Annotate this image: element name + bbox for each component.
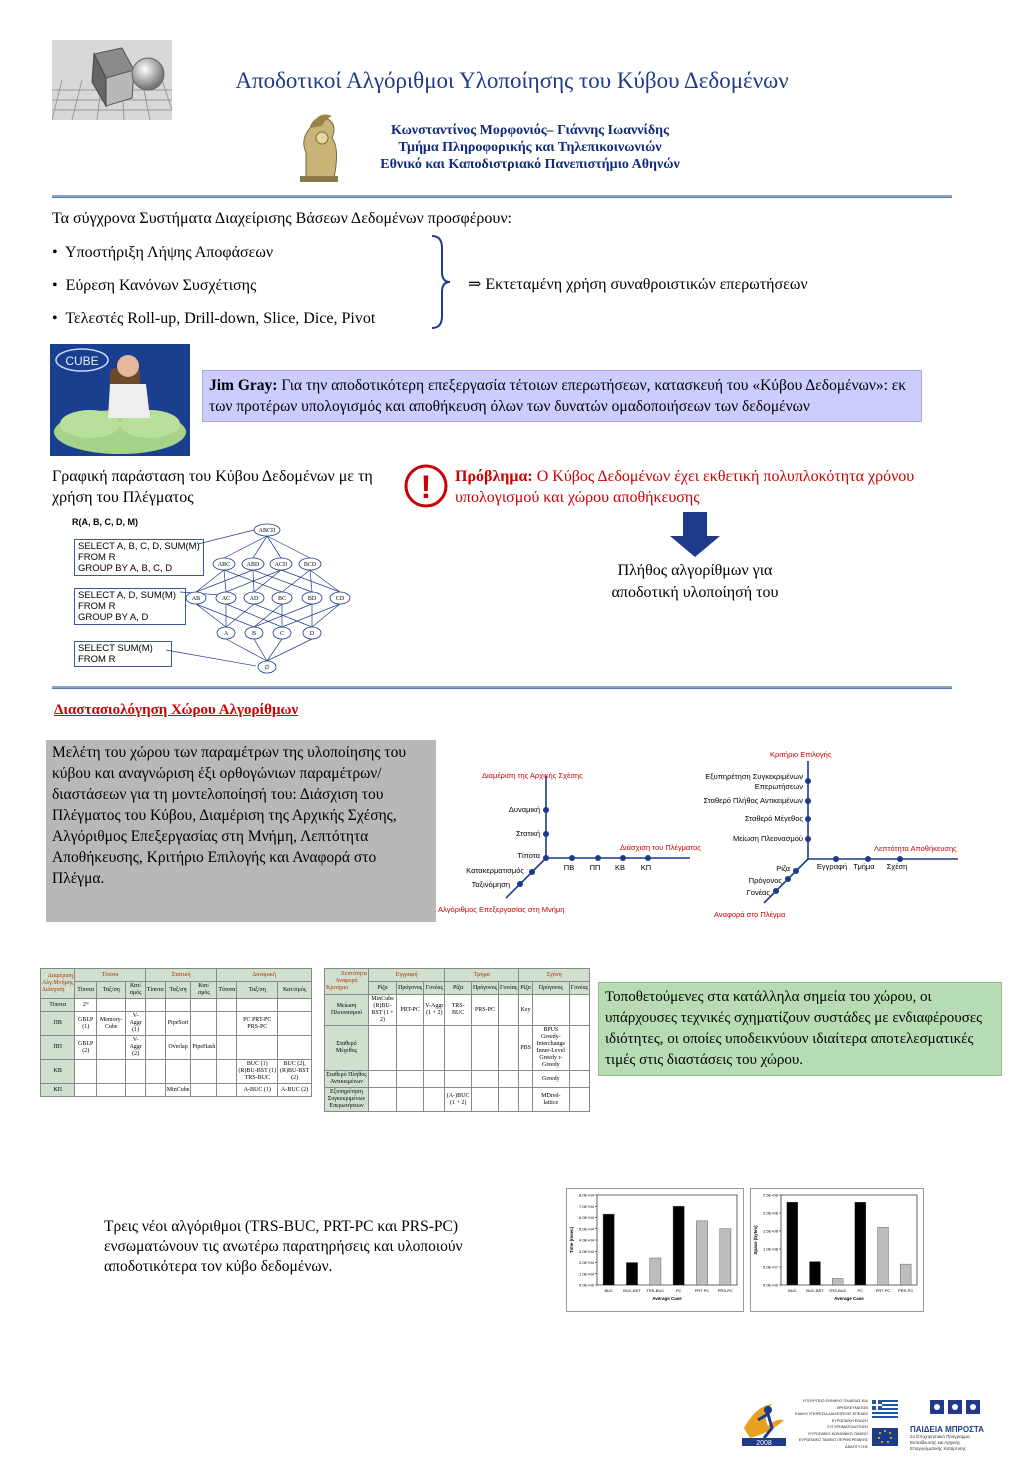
axis-tick: Πρόγονος <box>748 876 782 885</box>
table-cell <box>424 1026 445 1071</box>
bullet-item: • Υποστήριξη Λήψης Αποφάσεων <box>52 244 274 261</box>
table-group-header: Σχέση <box>519 969 590 982</box>
section-title: Διαστασιολόγηση Χώρου Αλγορίθμων <box>54 702 299 718</box>
sql-query-1: SELECT A, B, C, D, SUM(M) FROM R GROUP BY A, B, C, D <box>74 539 204 576</box>
axis-tick: ΚΠ <box>640 863 652 872</box>
chart-space <box>750 1188 924 1312</box>
x-axis-label: Average Case <box>652 1296 682 1301</box>
table-row <box>325 995 590 1026</box>
table-cell <box>145 1036 165 1060</box>
table-row-header: Εξυπηρέτηση Συγκεκριμένων Επερωτήσεων <box>325 1088 369 1112</box>
bar-buc-bst <box>626 1263 637 1286</box>
lattice-node: ABC <box>217 562 231 568</box>
axis-tick: Κατακερματισμός <box>466 866 524 875</box>
table-cell <box>499 1088 519 1112</box>
table-cell <box>126 1060 145 1084</box>
corner-label: Αλγ.Μνήμης <box>42 980 74 986</box>
table-cell: BPUS Greedy-Interchange Inner-Level Greedy r-Greedy <box>532 1026 569 1071</box>
table-cell <box>126 1084 145 1097</box>
lattice-node: D <box>309 631 315 637</box>
x-tick-label: PRT-PC <box>875 1288 891 1293</box>
lattice-caption: Γραφική παράσταση του Κύβου Δεδομένων με τη χρήση του Πλέγματος <box>52 468 373 506</box>
table-row <box>41 1060 312 1084</box>
x-tick-label: BUC <box>788 1288 797 1293</box>
table-cell <box>75 1060 97 1084</box>
lattice-node: B <box>251 631 257 637</box>
table-sub-header: Κατ/σμός <box>278 982 312 999</box>
table-cell <box>569 1026 589 1071</box>
table-cell <box>217 999 237 1012</box>
table-row-header: ΠΒ <box>41 1012 75 1036</box>
table-cell <box>445 1026 472 1071</box>
y-tick-label: 2.5E+08 <box>762 1192 778 1198</box>
axis-tick: Στατική <box>515 829 540 838</box>
axis-tick: ΠΒ <box>563 863 575 872</box>
table-cell <box>499 995 519 1026</box>
table-cell: V-Aggr (1) <box>126 1012 145 1036</box>
table-cell <box>471 1026 498 1071</box>
axis-tick: Εγγραφή <box>816 862 848 871</box>
sql-query-3: SELECT SUM(M) FROM R <box>74 641 172 667</box>
table-cell <box>532 995 569 1026</box>
table-cell <box>569 995 589 1026</box>
table-cell: Key <box>519 995 533 1026</box>
lattice-node: ∅ <box>264 665 270 671</box>
table-cell: PipeSort <box>165 1012 191 1036</box>
table-cell <box>145 1012 165 1036</box>
warning-icon <box>404 464 448 508</box>
dimension-axes-right <box>690 745 990 923</box>
ministry-text: ΥΠΟΥΡΓΕΙΟ ΕΘΝΙΚΗΣ ΠΑΙΔΕΙΑΣ ΚΑΙ ΘΡΗΣΚΕΥΜΑΤΩΝ ΕΙΔΙΚΗ ΥΠΗΡΕΣΙΑ ΔΙΑΧΕΙΡΙΣΗΣ ΕΠΕΑΕΚ ΕΥΡΩΠΑΪΚΗ ΕΝΩΣΗ ΣΥΓΧΡΗΜΑΤΟΔΟΤΗΣΗ ΕΥΡΩΠΑΪΚΟ ΚΟΙΝΩΝΙΚΟ ΤΑΜΕΙΟ ΕΥΡΩΠΑΪΚΟ ΤΑΜΕΙΟ ΠΕΡΙΦΕΡΕΙΑΚΗΣ ΑΝΑΠΤΥΞΗΣ <box>795 1399 868 1449</box>
table-cell <box>145 1060 165 1084</box>
divider-mid <box>52 686 952 689</box>
jim-gray-picture <box>50 344 190 456</box>
table-cell <box>97 1036 126 1060</box>
y-tick-label: 2.0E+04 <box>578 1260 594 1265</box>
corner-label: Αναφορά <box>335 978 358 984</box>
page-title: Αποδοτικοί Αλγόριθμοι Υλοποίησης του Κύβου Δεδομένων <box>235 68 789 93</box>
corner-label: Λεπτότητα <box>340 971 367 977</box>
table-cell <box>569 1088 589 1112</box>
y-axis-label: Time (msec) <box>569 1226 574 1254</box>
table-row <box>325 1026 590 1071</box>
y-tick-label: 6.0E+04 <box>578 1215 594 1220</box>
table-cell <box>237 1036 278 1060</box>
y-tick-label: 2.0E+08 <box>762 1210 778 1216</box>
bar-prt-pc <box>696 1221 707 1285</box>
table-cell <box>397 1026 424 1071</box>
axis-tick: Τμήμα <box>853 862 875 871</box>
axis-title: Διαμέριση της Αρχικής Σχέσης <box>482 771 583 780</box>
table-cell: MinCube (R)BU-BST (1 + 2) <box>368 995 396 1026</box>
table-cell: Overlap <box>165 1036 191 1060</box>
bar-buc-bst <box>810 1262 821 1285</box>
table-row-header: Σταθερό Πλήθος Αντικειμένων <box>325 1071 369 1088</box>
table-cell: 2ᴺ <box>75 999 97 1012</box>
bar-trs-buc <box>650 1258 661 1285</box>
axis-tick: Μείωση Πλεονασμού <box>733 834 803 843</box>
table-cell <box>145 999 165 1012</box>
x-tick-label: PRS-PC <box>717 1288 733 1293</box>
table-sub-header: Ταξ/ση <box>97 982 126 999</box>
table-cell <box>191 1012 217 1036</box>
table-cell <box>191 999 217 1012</box>
lattice-node: AC <box>221 596 231 602</box>
axis-tick: Δυναμική <box>508 805 540 814</box>
bar-prt-pc <box>878 1227 889 1285</box>
table-corner-cell <box>325 969 369 995</box>
table-sub-header: Πρόγονος <box>397 982 424 995</box>
table-cell <box>445 1071 472 1088</box>
table-sub-header: Κατ/σμός <box>126 982 145 999</box>
table-row <box>325 1088 590 1112</box>
table-cell: MinCube <box>165 1084 191 1097</box>
plot-frame <box>781 1195 917 1285</box>
table-sub-header: Ταξ/ση <box>165 982 191 999</box>
bar-buc <box>787 1202 798 1285</box>
table-cell <box>97 1060 126 1084</box>
y-tick-label: 8.0E+04 <box>578 1192 594 1198</box>
axis-tick: ΠΠ <box>589 863 601 872</box>
algorithms-table-2 <box>324 968 590 1112</box>
table-sub-header: Τίποτα <box>75 982 97 999</box>
conclusion-text: Τρεις νέοι αλγόριθμοι (TRS-BUC, PRT-PC και PRS-PC) ενσωματώνουν τις ανωτέρω παρατηρήσεις και υλοποιούν αποδοτικότερα τον κύβο δεδομένων. <box>104 1218 463 1275</box>
intro-bullets <box>52 236 452 335</box>
table-cell: GBLP (2) <box>75 1036 97 1060</box>
table-cell: MDred-lattice <box>532 1088 569 1112</box>
y-tick-label: 0.0E+00 <box>578 1282 594 1288</box>
y-tick-label: 1.0E+04 <box>578 1271 594 1277</box>
table-sub-header: Γονέας <box>424 982 445 995</box>
y-tick-label: 7.0E+04 <box>578 1203 594 1209</box>
table-row-header: ΠΠ <box>41 1036 75 1060</box>
table-cell <box>519 1088 533 1112</box>
authors: Κωνσταντίνος Μορφονιός– Γιάννης Ιωαννίδης <box>390 123 670 138</box>
table-cell <box>145 1084 165 1097</box>
intro-lead: Τα σύγχρονα Συστήματα Διαχείρισης Βάσεων Δεδομένων προσφέρουν: <box>52 210 512 227</box>
y-tick-label: 4.0E+04 <box>578 1237 594 1243</box>
lattice-node: A <box>223 631 229 637</box>
table-group-header: Εγγραφή <box>368 969 444 982</box>
table-cell: (A-)BUC (1 + 2) <box>445 1088 472 1112</box>
table-cell <box>471 1071 498 1088</box>
bullet-item: • Τελεστές Roll-up, Drill-down, Slice, Dice, Pivot <box>52 310 376 327</box>
table-sub-header: Ταξ/ση <box>237 982 278 999</box>
x-axis-label: Average Case <box>834 1296 864 1301</box>
axis-tick: Σταθερό Πλήθος Αντικειμένων <box>703 796 803 805</box>
epeaek-year: 2008 <box>756 1440 772 1447</box>
table-sub-header: Γονέας <box>499 982 519 995</box>
plot-frame <box>597 1195 737 1285</box>
lattice-diagram <box>160 520 370 680</box>
axis-tick: Ρίζα <box>776 864 790 873</box>
table-cell: BUC (1) (R)BU-BST (1) TRS-BUC <box>237 1060 278 1084</box>
table-header-row <box>41 969 312 982</box>
table-cell <box>368 1071 396 1088</box>
corner-label: Διαμέριση <box>47 973 74 979</box>
table-row <box>41 1012 312 1036</box>
axis-tick: Σχέση <box>886 862 908 871</box>
problem-text: Πρόβλημα: Ο Κύβος Δεδομένων έχει εκθετική πολυπλοκότητα χρόνου υπολογισμού και χώρου αποθήκευσης <box>455 468 915 506</box>
table-cell: Greedy <box>532 1071 569 1088</box>
table-row <box>41 999 312 1012</box>
table-cell: GBLP (1) <box>75 1012 97 1036</box>
lattice-node: AD <box>249 596 259 602</box>
table-row <box>41 1036 312 1060</box>
problem-label: Πρόβλημα: <box>455 468 533 485</box>
table-cell <box>126 999 145 1012</box>
x-tick-label: PC <box>857 1288 864 1293</box>
table-cell <box>217 1084 237 1097</box>
table-cell: A-BUC (2) <box>278 1084 312 1097</box>
table-sub-header: Πρόγονος <box>471 982 498 995</box>
table-cell: V-Aggr (2) <box>126 1036 145 1060</box>
table-cell <box>278 1036 312 1060</box>
lattice-node: ABCD <box>258 528 276 534</box>
axis-tick: Τίποτα <box>517 851 540 860</box>
axis-title: Διάσχιση του Πλέγματος <box>620 843 701 852</box>
table-cell: PipeHash <box>191 1036 217 1060</box>
table-group-header: Στατική <box>145 969 217 982</box>
y-tick-label: 1.5E+08 <box>762 1228 778 1234</box>
table-cell <box>397 1088 424 1112</box>
x-tick-label: TRS-BUC <box>646 1288 665 1293</box>
table-subheader-row <box>41 982 312 999</box>
table-group-header: Τμήμα <box>445 969 519 982</box>
table-cell <box>569 1071 589 1088</box>
table-cell <box>278 999 312 1012</box>
table-cell <box>217 1060 237 1084</box>
table-sub-header: Πρόγονος <box>532 982 569 995</box>
table-cell <box>519 1071 533 1088</box>
axis-tick: Εξυπηρέτηση Συγκεκριμένων <box>705 772 803 781</box>
intro-conclusion: ⇒ Εκτεταμένη χρήση συναθροιστικών επερωτήσεων <box>468 276 808 293</box>
authors-block <box>290 122 770 173</box>
dimension-axes-left <box>432 762 718 920</box>
x-tick-label: BUC <box>604 1288 613 1293</box>
axis-tick: Σταθερό Μέγεθος <box>744 814 803 823</box>
jim-gray-text: Για την αποδοτικότερη επεξεργασία τέτοιων επερωτήσεων, κατασκευή του «Κύβου Δεδομένων»: εκ των προτέρων υπολογισμός και αποθήκευση όλων των δυνατών ομαδοποιήσεων των δεδομένων <box>209 377 907 415</box>
curly-brace <box>430 234 452 330</box>
table-sub-header: Τίποτα <box>217 982 237 999</box>
paideia-logo <box>910 1398 1000 1452</box>
table-cell <box>165 999 191 1012</box>
bar-pc <box>855 1202 866 1285</box>
table-cell <box>278 1012 312 1036</box>
table-row <box>325 1071 590 1088</box>
table-row <box>41 1084 312 1097</box>
axis-tick: Γονέας <box>746 888 770 897</box>
table-sub-header: Κατ/σμός <box>191 982 217 999</box>
y-tick-label: 5.0E+07 <box>762 1264 778 1270</box>
jim-gray-box <box>202 370 922 422</box>
eu-flag-icon <box>872 1428 898 1446</box>
epeaek-logo <box>738 1398 790 1452</box>
paideia-subtitle: 2ο Επιχειρησιακό Πρόγραμμα Εκπαίδευσης και Αρχικής Επαγγελματικής Κατάρτισης <box>910 1434 970 1451</box>
algorithms-table-1 <box>40 968 312 1097</box>
sql-query-2: SELECT A, D, SUM(M) FROM R GROUP BY A, D <box>74 588 186 625</box>
table-cell: BUC (2), (R)BU-BST (2) <box>278 1060 312 1084</box>
lattice-node: BC <box>277 596 287 602</box>
table-cell <box>217 1036 237 1060</box>
table-sub-header: Γονέας <box>569 982 589 995</box>
corner-label: Κριτήριο <box>326 985 349 991</box>
table-cell <box>499 1026 519 1071</box>
lattice-node: BCD <box>303 562 317 568</box>
axis-tick: ΚΒ <box>614 863 626 872</box>
jim-gray-name: Jim Gray: <box>209 377 278 394</box>
x-tick-label: PRS-PC <box>898 1288 914 1293</box>
axis-title: Αλγόριθμος Επεξεργασίας στη Μνήμη <box>438 905 565 914</box>
table-cell <box>97 1084 126 1097</box>
lattice-node: C <box>279 631 285 637</box>
table-cell <box>368 1088 396 1112</box>
table-corner-cell <box>41 969 75 999</box>
table-sub-header: Ρίζα <box>368 982 396 995</box>
table-cell: PRT-PC <box>397 995 424 1026</box>
axis-tick: Επερωτήσεων <box>754 782 803 791</box>
table-cell <box>499 1071 519 1088</box>
study-box: Μελέτη του χώρου των παραμέτρων της υλοποίησης του κύβου και αναγνώριση έξι ορθογώνιων παραμέτρων/διαστάσεων για τη μοντελοποίησή του: Διάσχιση του Πλέγματος του Κύβου, Διαμέριση της Αρχικής Σχέσης, Αλγόριθμος Επεξεργασίας στη Μνήμη, Λεπτότητα Αποθήκευσης, Κριτήριο Επιλογής και Αναφορά στο Πλέγμα. <box>46 740 436 922</box>
bar-buc <box>603 1214 614 1285</box>
table-cell <box>368 1026 396 1071</box>
warning-mark: ! <box>420 469 432 505</box>
table-cell <box>424 1088 445 1112</box>
table-cell <box>471 1088 498 1112</box>
greek-flag-icon <box>872 1400 898 1418</box>
lattice-node: ACD <box>274 562 288 568</box>
table-cell: PC PRT-PC PRS-PC <box>237 1012 278 1036</box>
x-tick-label: BUC-BST <box>806 1288 824 1293</box>
table-cell: A-BUC (1) <box>237 1084 278 1097</box>
table-group-header: Δυναμική <box>217 969 312 982</box>
lattice-node: AB <box>191 596 201 602</box>
x-tick-label: TRS-BUC <box>828 1288 847 1293</box>
y-tick-label: 5.0E+04 <box>578 1226 594 1232</box>
bar-pc <box>673 1206 684 1285</box>
table-cell <box>75 1084 97 1097</box>
table-cell: PBS <box>519 1026 533 1071</box>
table-sub-header: Ρίζα <box>519 982 533 995</box>
y-tick-label: 0.0E+00 <box>762 1282 778 1288</box>
table-cell <box>217 1012 237 1036</box>
y-axis-label: Space (bytes) <box>753 1225 758 1255</box>
table-row-header: ΚΠ <box>41 1084 75 1097</box>
table-row-header: Σταθερό Μέγεθος <box>325 1026 369 1071</box>
bullet-item: • Εύρεση Κανόνων Συσχέτισης <box>52 277 257 294</box>
table-row-header: Μείωση Πλεονασμού <box>325 995 369 1026</box>
down-arrow-icon <box>668 512 722 558</box>
chart-time <box>566 1188 744 1312</box>
problem-result: Πλήθος αλγορίθμων για αποδοτική υλοποίησή του <box>611 562 779 601</box>
university: Εθνικό και Καποδιστριακό Πανεπιστήμιο Αθηνών <box>380 157 680 172</box>
y-tick-label: 1.0E+08 <box>762 1246 778 1252</box>
table-row-header: ΚΒ <box>41 1060 75 1084</box>
table-cell <box>237 999 278 1012</box>
table-row-header: Τίποτα <box>41 999 75 1012</box>
table-group-header: Τίποτα <box>75 969 146 982</box>
x-tick-label: BUC-BST <box>623 1288 641 1293</box>
lattice-node: BD <box>307 596 317 602</box>
corner-label: Διάσχιση <box>42 987 65 993</box>
axis-tick: Ταξινόμηση <box>471 880 510 889</box>
axis-title: Λεπτότητα Αποθήκευσης <box>874 844 957 853</box>
table-header-row <box>325 969 590 982</box>
observation-box: Τοποθετούμενες στα κατάλληλα σημεία του χώρου, οι υπάρχουσες τεχνικές σχηματίζουν συστάδες με ενδιαφέρουσες ιδιότητες, οι οποίες υποδεικνύουν ιδιαίτερα αποτελεσματικές τιμές στις διαστάσεις του χώρου. <box>598 982 1002 1076</box>
lattice-relation: R(A, B, C, D, M) <box>72 517 138 527</box>
cube-speech-label: CUBE <box>65 354 99 368</box>
table-cell <box>191 1084 217 1097</box>
bar-trs-buc <box>832 1279 843 1285</box>
axis-title: Αναφορά στο Πλέγμα <box>714 910 786 919</box>
table-cell: Memory-Cube <box>97 1012 126 1036</box>
bar-prs-pc <box>900 1264 911 1285</box>
table-cell <box>165 1060 191 1084</box>
table-cell: TRS-BUC <box>445 995 472 1026</box>
y-tick-label: 3.0E+04 <box>578 1248 594 1254</box>
x-tick-label: PC <box>675 1288 682 1293</box>
paideia-title: ΠΑΙΔΕΙΑ ΜΠΡΟΣΤΑ <box>910 1425 984 1434</box>
table-cell: PRS-PC <box>471 995 498 1026</box>
axis-title: Κριτήριο Επιλογής <box>770 750 832 759</box>
table-cell <box>191 1060 217 1084</box>
lattice-nodes <box>186 524 350 673</box>
x-tick-label: PRT-PC <box>694 1288 710 1293</box>
bar-prs-pc <box>720 1229 731 1285</box>
lattice-node: CD <box>335 596 345 602</box>
divider-top <box>52 195 952 198</box>
table-sub-header: Τίποτα <box>145 982 165 999</box>
table-cell <box>397 1071 424 1088</box>
table-cell: V-Aggr (1 + 2) <box>424 995 445 1026</box>
department: Τμήμα Πληροφορικής και Τηλεπικοινωνιών <box>398 140 662 155</box>
lattice-node: ABD <box>246 562 260 568</box>
table-cell <box>97 999 126 1012</box>
table-cell <box>424 1071 445 1088</box>
table-sub-header: Ρίζα <box>445 982 472 995</box>
